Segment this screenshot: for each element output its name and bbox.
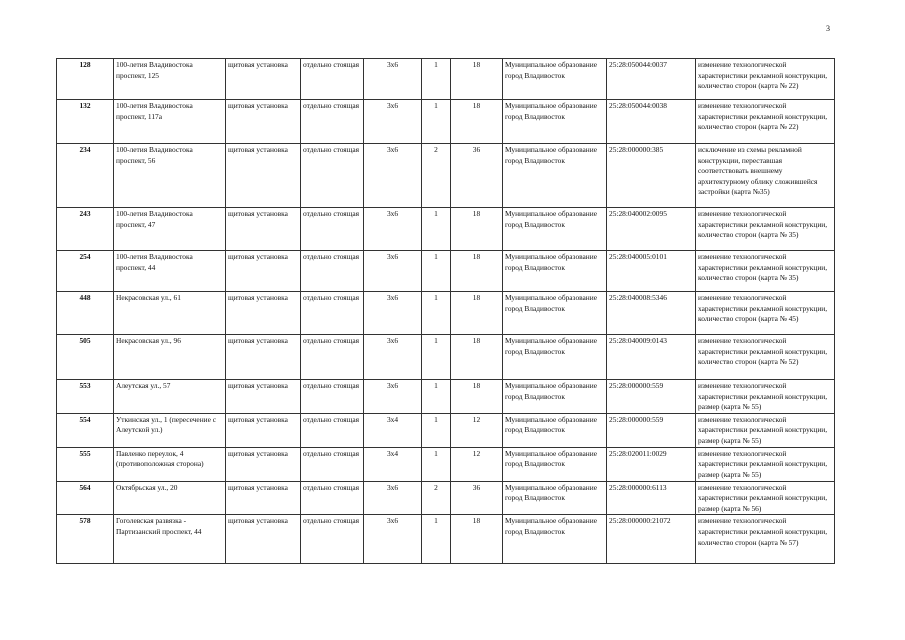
table-row bbox=[57, 59, 835, 100]
type-cell: щитовая установка bbox=[226, 335, 301, 380]
cadastral-number-cell: 25:28:000000:559 bbox=[607, 380, 696, 414]
table-row bbox=[57, 144, 835, 208]
table-row bbox=[57, 413, 835, 447]
note-cell: изменение технологической характеристики рекламной конструкции, количество сторон (карта № 22) bbox=[696, 59, 835, 100]
address-cell: 100-летия Владивостока проспект, 47 bbox=[114, 208, 226, 251]
sides-count-cell: 1 bbox=[422, 208, 451, 251]
address-cell: Гоголевская развязка - Партизанский проспект, 44 bbox=[114, 515, 226, 564]
address-cell: 100-летия Владивостока проспект, 56 bbox=[114, 144, 226, 208]
owner-cell: Муниципальное образование город Владивосток bbox=[503, 515, 607, 564]
area-cell: 18 bbox=[451, 292, 503, 335]
size-cell: 3х4 bbox=[364, 413, 422, 447]
placement-cell: отдельно стоящая bbox=[301, 481, 364, 515]
table-row bbox=[57, 208, 835, 251]
size-cell: 3х6 bbox=[364, 380, 422, 414]
row-number: 564 bbox=[57, 481, 114, 515]
sides-count-cell: 1 bbox=[422, 447, 451, 481]
sides-count-cell: 1 bbox=[422, 515, 451, 564]
size-cell: 3х6 bbox=[364, 481, 422, 515]
area-cell: 18 bbox=[451, 59, 503, 100]
cadastral-number-cell: 25:28:040009:0143 bbox=[607, 335, 696, 380]
row-number: 128 bbox=[57, 59, 114, 100]
cadastral-number-cell: 25:28:000000:21072 bbox=[607, 515, 696, 564]
placement-cell: отдельно стоящая bbox=[301, 144, 364, 208]
row-number: 254 bbox=[57, 251, 114, 292]
size-cell: 3х4 bbox=[364, 447, 422, 481]
placement-cell: отдельно стоящая bbox=[301, 447, 364, 481]
address-cell: 100-летия Владивостока проспект, 117а bbox=[114, 100, 226, 144]
cadastral-number-cell: 25:28:050044:0037 bbox=[607, 59, 696, 100]
cadastral-number-cell: 25:28:040005:0101 bbox=[607, 251, 696, 292]
type-cell: щитовая установка bbox=[226, 144, 301, 208]
note-cell: изменение технологической характеристики рекламной конструкции, размер (карта № 55) bbox=[696, 447, 835, 481]
size-cell: 3х6 bbox=[364, 251, 422, 292]
sides-count-cell: 1 bbox=[422, 292, 451, 335]
sides-count-cell: 1 bbox=[422, 100, 451, 144]
address-cell: Некрасовская ул., 96 bbox=[114, 335, 226, 380]
placement-cell: отдельно стоящая bbox=[301, 292, 364, 335]
page-number: 3 bbox=[826, 24, 830, 33]
owner-cell: Муниципальное образование город Владивосток bbox=[503, 144, 607, 208]
placement-cell: отдельно стоящая bbox=[301, 380, 364, 414]
owner-cell: Муниципальное образование город Владивосток bbox=[503, 100, 607, 144]
area-cell: 12 bbox=[451, 413, 503, 447]
placement-cell: отдельно стоящая bbox=[301, 335, 364, 380]
type-cell: щитовая установка bbox=[226, 100, 301, 144]
table-row bbox=[57, 251, 835, 292]
address-cell: Октябрьская ул., 20 bbox=[114, 481, 226, 515]
note-cell: изменение технологической характеристики рекламной конструкции, количество сторон (карта № 52) bbox=[696, 335, 835, 380]
sides-count-cell: 1 bbox=[422, 380, 451, 414]
placement-cell: отдельно стоящая bbox=[301, 515, 364, 564]
owner-cell: Муниципальное образование город Владивосток bbox=[503, 481, 607, 515]
address-cell: 100-летия Владивостока проспект, 44 bbox=[114, 251, 226, 292]
area-cell: 18 bbox=[451, 100, 503, 144]
table-row bbox=[57, 380, 835, 414]
address-cell: Некрасовская ул., 61 bbox=[114, 292, 226, 335]
table-row bbox=[57, 515, 835, 564]
type-cell: щитовая установка bbox=[226, 380, 301, 414]
area-cell: 36 bbox=[451, 481, 503, 515]
row-number: 505 bbox=[57, 335, 114, 380]
owner-cell: Муниципальное образование город Владивосток bbox=[503, 292, 607, 335]
address-cell: Павленко переулок, 4 (противоположная сторона) bbox=[114, 447, 226, 481]
note-cell: изменение технологической характеристики рекламной конструкции, размер (карта № 55) bbox=[696, 380, 835, 414]
area-cell: 18 bbox=[451, 208, 503, 251]
row-number: 234 bbox=[57, 144, 114, 208]
cadastral-number-cell: 25:28:040008:5346 bbox=[607, 292, 696, 335]
note-cell: изменение технологической характеристики рекламной конструкции, количество сторон (карта № 45) bbox=[696, 292, 835, 335]
size-cell: 3х6 bbox=[364, 144, 422, 208]
owner-cell: Муниципальное образование город Владивосток bbox=[503, 413, 607, 447]
address-cell: 100-летия Владивостока проспект, 125 bbox=[114, 59, 226, 100]
type-cell: щитовая установка bbox=[226, 447, 301, 481]
owner-cell: Муниципальное образование город Владивосток bbox=[503, 380, 607, 414]
type-cell: щитовая установка bbox=[226, 481, 301, 515]
type-cell: щитовая установка bbox=[226, 208, 301, 251]
type-cell: щитовая установка bbox=[226, 413, 301, 447]
table-row bbox=[57, 292, 835, 335]
placement-cell: отдельно стоящая bbox=[301, 208, 364, 251]
row-number: 554 bbox=[57, 413, 114, 447]
type-cell: щитовая установка bbox=[226, 59, 301, 100]
owner-cell: Муниципальное образование город Владивосток bbox=[503, 208, 607, 251]
row-number: 555 bbox=[57, 447, 114, 481]
area-cell: 36 bbox=[451, 144, 503, 208]
size-cell: 3х6 bbox=[364, 100, 422, 144]
cadastral-number-cell: 25:28:000000:559 bbox=[607, 413, 696, 447]
note-cell: изменение технологической характеристики рекламной конструкции, количество сторон (карта № 57) bbox=[696, 515, 835, 564]
table-row bbox=[57, 481, 835, 515]
cadastral-number-cell: 25:28:020011:0029 bbox=[607, 447, 696, 481]
sides-count-cell: 1 bbox=[422, 413, 451, 447]
type-cell: щитовая установка bbox=[226, 292, 301, 335]
row-number: 448 bbox=[57, 292, 114, 335]
owner-cell: Муниципальное образование город Владивосток bbox=[503, 59, 607, 100]
sides-count-cell: 2 bbox=[422, 481, 451, 515]
owner-cell: Муниципальное образование город Владивосток bbox=[503, 447, 607, 481]
size-cell: 3х6 bbox=[364, 292, 422, 335]
note-cell: изменение технологической характеристики рекламной конструкции, размер (карта № 55) bbox=[696, 413, 835, 447]
table-row bbox=[57, 447, 835, 481]
advertising-structures-table bbox=[56, 58, 835, 564]
row-number: 578 bbox=[57, 515, 114, 564]
note-cell: исключение из схемы рекламной конструкции, переставшая соответствовать внешнему архитектурному облику сложившейся застройки (карта №35) bbox=[696, 144, 835, 208]
sides-count-cell: 1 bbox=[422, 335, 451, 380]
row-number: 132 bbox=[57, 100, 114, 144]
table-row bbox=[57, 335, 835, 380]
placement-cell: отдельно стоящая bbox=[301, 59, 364, 100]
sides-count-cell: 2 bbox=[422, 144, 451, 208]
cadastral-number-cell: 25:28:040002:0095 bbox=[607, 208, 696, 251]
note-cell: изменение технологической характеристики рекламной конструкции, количество сторон (карта № 35) bbox=[696, 251, 835, 292]
area-cell: 18 bbox=[451, 335, 503, 380]
area-cell: 18 bbox=[451, 515, 503, 564]
sides-count-cell: 1 bbox=[422, 251, 451, 292]
type-cell: щитовая установка bbox=[226, 515, 301, 564]
row-number: 243 bbox=[57, 208, 114, 251]
owner-cell: Муниципальное образование город Владивосток bbox=[503, 251, 607, 292]
placement-cell: отдельно стоящая bbox=[301, 413, 364, 447]
table-row bbox=[57, 100, 835, 144]
address-cell: Алеутская ул., 57 bbox=[114, 380, 226, 414]
size-cell: 3х6 bbox=[364, 515, 422, 564]
note-cell: изменение технологической характеристики рекламной конструкции, размер (карта № 56) bbox=[696, 481, 835, 515]
note-cell: изменение технологической характеристики рекламной конструкции, количество сторон (карта № 22) bbox=[696, 100, 835, 144]
size-cell: 3х6 bbox=[364, 59, 422, 100]
sides-count-cell: 1 bbox=[422, 59, 451, 100]
owner-cell: Муниципальное образование город Владивосток bbox=[503, 335, 607, 380]
row-number: 553 bbox=[57, 380, 114, 414]
type-cell: щитовая установка bbox=[226, 251, 301, 292]
size-cell: 3х6 bbox=[364, 208, 422, 251]
placement-cell: отдельно стоящая bbox=[301, 100, 364, 144]
cadastral-number-cell: 25:28:050044:0038 bbox=[607, 100, 696, 144]
size-cell: 3х6 bbox=[364, 335, 422, 380]
note-cell: изменение технологической характеристики рекламной конструкции, количество сторон (карта № 35) bbox=[696, 208, 835, 251]
placement-cell: отдельно стоящая bbox=[301, 251, 364, 292]
cadastral-number-cell: 25:28:000000:385 bbox=[607, 144, 696, 208]
cadastral-number-cell: 25:28:000000:6113 bbox=[607, 481, 696, 515]
area-cell: 18 bbox=[451, 251, 503, 292]
area-cell: 12 bbox=[451, 447, 503, 481]
area-cell: 18 bbox=[451, 380, 503, 414]
address-cell: Уткинская ул., 1 (пересечение с Алеутской ул.) bbox=[114, 413, 226, 447]
